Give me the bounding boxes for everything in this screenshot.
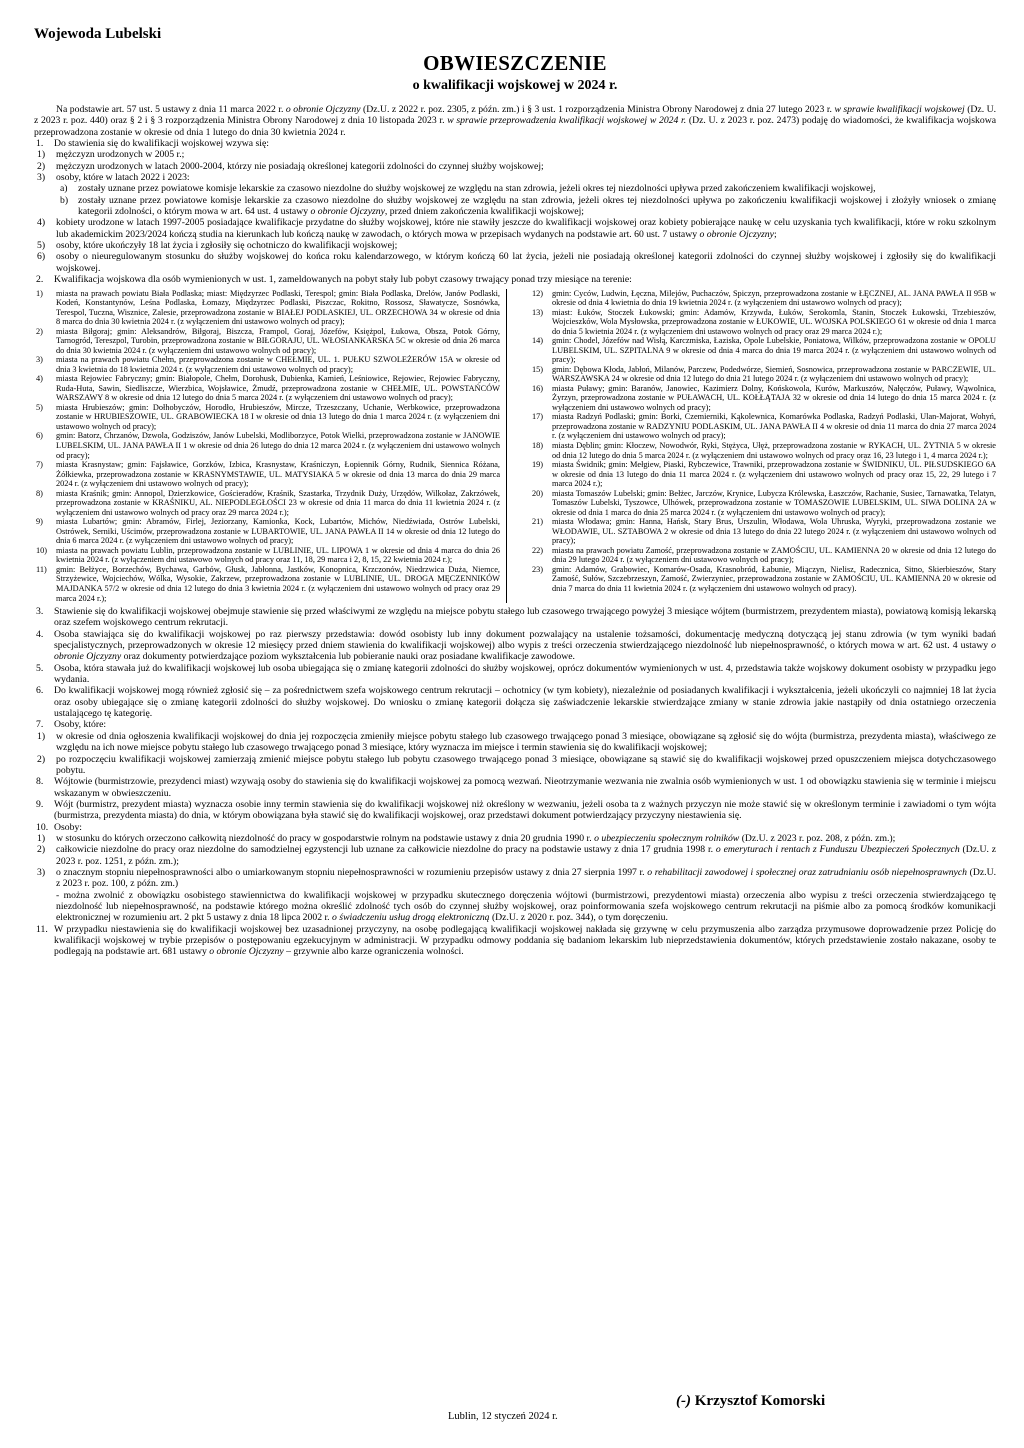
document-title: OBWIESZCZENIE [423,51,607,75]
location-item-13: 13) miast: Łuków, Stoczek Łukowski; gmin: Adamów, Krzywda, Łuków, Serokomla, Stanin, Stoczek Łukowski, Trzebieszów, Wojcieszków, Wola Mysłowska, przeprowadzona zostanie w ŁUKOWIE, UL. WOJSKA POLSKIEGO 61 w okresie od dnia 1 marca do dnia 5 kwietnia 2024 r. (z wyłączeniem dni ustawowo wolnych od pracy oraz 29 marca 2024 r.); [532,307,996,336]
location-item-14: 14) gmin: Chodel, Józefów nad Wisłą, Karczmiska, Łaziska, Opole Lubelskie, Poniatowa, Wilków, przeprowadzona zostanie w OPOLU LUBELSKIM, UL. SZPITALNA 9 w okresie od dnia 4 marca do dnia 19 marca 2024 r. (z wyłączeniem dni ustawowo wolnych od pracy); [532,336,996,365]
location-item-3: 3) miasta na prawach powiatu Chełm, przeprowadzona zostanie w CHEŁMIE, UL. 1. PUŁKU SZWOLEŻERÓW 15A w okresie od dnia 3 kwietnia do 18 kwietnia 2024 r. (z wyłączeniem dni ustawowo wolnych od pracy); [36,355,500,374]
section-10-item-1: 1) w stosunku do których orzeczono całkowitą niezdolność do pracy w gospodarstwie rolnym na podstawie ustawy z dnia 20 grudnia 1990 r. o ubezpieczeniu społecznym rolników (Dz.U. z 2023 r. poz. 208, z późn. zm.); [37,832,896,844]
locations-right-column [530,289,996,604]
section-3: 3. Stawienie się do kwalifikacji wojskowej obejmuje stawienie się przed właściwymi ze względu na miejsce pobytu stałego lub czasowego trwającego powyżej 3 miesiące wójtem (burmistrzem, prezydentem miasta), powiatową komisją lekarską oraz szefem wojskowego centrum rekrutacji. [36,606,996,629]
section-1-item-3: 3) osoby, które w latach 2022 i 2023: [37,172,190,184]
section-10: 10. Osoby: [36,821,82,833]
location-item-4: 4) miasta Rejowiec Fabryczny; gmin: Białopole, Chełm, Dorohusk, Dubienka, Kamień, Leśniowice, Rejowiec, Rejowiec Fabryczny, Ruda-Huta, Sawin, Siedliszcze, Wierzbica, Wojsławice, Żmudź, przeprowadzona zostanie w CHEŁMIE, UL. POWSTAŃCÓW WARSZAWY 8 w okresie od dnia 12 lutego do dnia 5 marca 2024 r. (z wyłączeniem dni ustawowo wolnych od pracy); [36,374,500,403]
section-11: 11. W przypadku niestawienia się do kwalifikacji wojskowej bez uzasadnionej przyczyny, na osobę podlegającą kwalifikacji wojskowej nakłada się grzywnę w celu przymuszenia albo zarządza przymusowe doprowadzenie przez Policję do kwalifikacji wojskowej w trybie przepisów o postępowaniu egzekucyjnym w administracji. W przypadku odmowy poddania się badaniom lekarskim lub nieprzedstawienia dokumentów, których przedstawienie zostało nakazane, osoby te podlegają na podstawie art. 681 ustawy o obronie Ojczyzny – grzywnie albo karze ograniczenia wolności. [36,923,996,958]
section-10-item-3: 3) o znacznym stopniu niepełnosprawności albo o umiarkowanym stopniu niepełnosprawności w rozumieniu przepisów ustawy z dnia 27 sierpnia 1997 r. o rehabilitacji zawodowej i społecznej oraz zatrudnianiu osób niepełnosprawnych (Dz.U. z 2023 r. poz. 100, z późn. zm.) [37,866,997,890]
section-7: 7. Osoby, które: [36,719,107,731]
location-item-9: 9) miasta Lubartów; gmin: Abramów, Firlej, Jeziorzany, Kamionka, Kock, Lubartów, Michów, Niedźwiada, Ostrów Lubelski, Ostrówek, Serniki, Uścimów, przeprowadzona zostanie w LUBARTOWIE, UL. JANA PAWŁA II 14 w okresie od dnia 12 lutego do dnia 6 marca 2024 r. (z wyłączeniem dni ustawowo wolnych od pracy); [36,517,500,546]
section-1-item-3b: b) zostały uznane przez powiatowe komisje lekarskie za czasowo niezdolne do służby wojskowej ze względu na stan zdrowia, jeżeli okres tej niezdolności upływa po zakończeniu kwalifikacji wojskowej i złożyły wniosek o zmianę kategorii zdolności, o którym mowa w art. 64 ust. 4 ustawy o obronie Ojczyzny, przed dniem zakończenia kwalifikacji wojskowej; [60,194,996,218]
document-page [34,26,996,958]
section-1-item-2: 2) mężczyzn urodzonych w latach 2000-2004, którzy nie posiadają określonej kategorii zdolności do czynnej służby wojskowej; [37,160,544,172]
section-7-item-2: 2) po rozpoczęciu kwalifikacji wojskowej zamierzają zmienić miejsce pobytu stałego lub pobytu czasowego trwającego ponad 3 miesiące, obowiązane są stawić się do kwalifikacji wojskowej przed opuszczeniem miejsca dotychczasowego pobytu. [37,753,996,776]
section-1: 1. Do stawienia się do kwalifikacji wojskowej wzywa się: [36,138,269,150]
section-7-item-1: 1) w okresie od dnia ogłoszenia kwalifikacji wojskowej do dnia jej rozpoczęcia zmieniły miejsce pobytu stałego lub czasowego trwającego ponad 3 miesiące, obowiązane są zgłosić się do wójta (burmistrza, prezydenta miasta), właściwego ze względu na ich nowe miejsce pobytu stałego lub czasowego trwającego ponad 3 miesiące, który wyznacza im miejsce i termin stawienia się do kwalifikacji wojskowej; [37,730,996,754]
location-item-23: 23) gmin: Adamów, Grabowiec, Komarów-Osada, Krasnobród, Łabunie, Miączyn, Nielisz, Radecznica, Sitno, Skierbieszów, Stary Zamość, Sułów, Szczebrzeszyn, Zamość, Zwierzyniec, przeprowadzona zostanie w ZAMOŚCIU, UL. KAMIENNA 20 w okresie od dnia 7 marca do dnia 11 kwietnia 2024 r. (z wyłączeniem dni ustawowo wolnych od pracy). [532,564,996,593]
location-item-8: 8) miasta Kraśnik; gmin: Annopol, Dzierzkowice, Gościeradów, Kraśnik, Szastarka, Trzydnik Duży, Urzędów, Wilkołaz, Zakrzówek, przeprowadzona zostanie w KRAŚNIKU, AL. NIEPODLEGŁOŚCI 23 w okresie od dnia 11 marca do dnia 11 kwietnia 2024 r. (z wyłączeniem dni ustawowo wolnych od pracy oraz 29 marca 2024 r.); [36,488,500,517]
issuer: Wojewoda Lubelski [34,26,162,42]
section-1-item-4: 4) kobiety urodzone w latach 1997-2005 posiadające kwalifikacje przydatne do służby wojskowej, które nie stawiły jeszcze do kwalifikacji wojskowej oraz kobiety pobierające naukę w celu uzyskania tych kwalifikacji, które w roku szkolnym lub akademickim 2023/2024 kończą studia na kierunkach lub kończą naukę w zawodach, o których mowa w przepisach wydanych na podstawie art. 60 ust. 7 ustawy o obronie Ojczyzny; [37,217,996,240]
location-item-7: 7) miasta Krasnystaw; gmin: Fajsławice, Gorzków, Izbica, Krasnystaw, Kraśniczyn, Łopiennik Górny, Rudnik, Siennica Różana, Żółkiewka, przeprowadzona zostanie w KRASNYMSTAWIE, UL. MATYSIAKA 5 w okresie od dnia 13 marca do dnia 29 marca 2024 r. (z wyłączeniem dni ustawowo wolnych od pracy); [36,460,500,489]
location-item-18: 18) miasta Dęblin; gmin: Kłoczew, Nowodwór, Ryki, Stężyca, Ułęż, przeprowadzona zostanie w RYKACH, UL. ŻYTNIA 5 w okresie od dnia 12 lutego do dnia 5 marca 2024 r. (z wyłączeniem dni ustawowo wolnych od pracy oraz 16, 23 lutego i 1, 4 marca 2024 r.); [532,441,996,460]
section-4: 4. Osoba stawiająca się do kwalifikacji wojskowej po raz pierwszy przedstawia: dowód osobisty lub inny dokument pozwalający na ustalenie tożsamości, dokumentację medyczną dotyczącą jej stanu zdrowia (w tym wyniki badań specjalistycznych, przeprowadzonych w okresie 12 miesięcy przed dniem stawienia do kwalifikacji wojskowej) albo wypis z treści orzeczenia stwierdzającego niezdolność lub niepełnosprawność, o których mowa w art. 62 ust. 4 ustawy o obronie Ojczyzny oraz dokumenty potwierdzające poziom wykształcenia lub pobieranie nauki oraz posiadane kwalifikacje zawodowe. [36,628,997,663]
location-item-10: 10) miasta na prawach powiatu Lublin, przeprowadzona zostanie w LUBLINIE, UL. LIPOWA 1 w okresie od dnia 4 marca do dnia 26 kwietnia 2024 r. (z wyłączeniem dni ustawowo wolnych od pracy oraz 11, 18, 29 marca i 2, 8, 15, 22 kwietnia 2024 r.); [36,545,500,565]
location-item-16: 16) miasta Puławy; gmin: Baranów, Janowiec, Kazimierz Dolny, Końskowola, Kurów, Markuszów, Nałęczów, Puławy, Wąwolnica, Żyrzyn, przeprowadzona zostanie w PUŁAWACH, UL. KOŁŁĄTAJA 32 w okresie od dnia 14 lutego do dnia 15 marca 2024 r. (z wyłączeniem dni ustawowo wolnych od pracy); [532,383,996,412]
section-10-item-2: 2) całkowicie niezdolne do pracy oraz niezdolne do samodzielnej egzystencji lub uznane za całkowicie niezdolne do pracy na podstawie ustawy z dnia 17 grudnia 1998 r. o emeryturach i rentach z Funduszu Ubezpieczeń Społecznych (Dz.U. z 2023 r. poz. 1251, z późn. zm.); [37,844,996,867]
section-10-note: - można zwolnić z obowiązku osobistego stawiennictwa do kwalifikacji wojskowej w przypadku skutecznego doręczenia wójtowi (burmistrzowi, prezydentowi miasta) orzeczenia albo wypisu z treści orzeczenia stwierdzającego tę niezdolność lub niepełnosprawność, na podstawie którego można określić zdolność tych osób do czynnej służby wojskowej, oraz poinformowania szefa wojskowego centrum rekrutacji na piśmie albo za pomocą środków komunikacji elektronicznej w rozumieniu art. 2 pkt 5 ustawy z dnia 18 lipca 2002 r. o świadczeniu usług drogą elektroniczną (Dz.U. z 2020 r. poz. 344), o tym doręczeniu. [56,889,996,924]
location-item-12: 12) gmin: Cyców, Ludwin, Łęczna, Milejów, Puchaczów, Spiczyn, przeprowadzona zostanie w ŁĘCZNEJ, AL. JANA PAWŁA II 95B w okresie od dnia 4 kwietnia do dnia 19 kwietnia 2024 r. (z wyłączeniem dni ustawowo wolnych od pracy); [532,288,996,308]
location-item-21: 21) miasta Włodawa; gmin: Hanna, Hańsk, Stary Brus, Urszulin, Włodawa, Wola Uhruska, Wyryki, przeprowadzona zostanie we WŁODAWIE, UL. SZTABOWA 2 w okresie od dnia 13 lutego do dnia 22 lutego 2024 r. (z wyłączeniem dni ustawowo wolnych od pracy); [532,517,996,546]
section-1-item-5: 5) osoby, które ukończyły 18 lat życia i zgłosiły się ochotniczo do kwalifikacji wojskowej; [37,240,398,252]
place-and-date: Lublin, 12 styczeń 2024 r. [448,1411,558,1422]
location-item-19: 19) miasta Świdnik; gmin: Mełgiew, Piaski, Rybczewice, Trawniki, przeprowadzona zostanie w ŚWIDNIKU, UL. PIŁSUDSKIEGO 6A w okresie od dnia 13 lutego do dnia 11 marca 2024 r. (z wyłączeniem dni ustawowo wolnych od pracy oraz 15, 22, 29 lutego i 7 marca 2024 r.); [532,460,996,489]
location-item-22: 22) miasta na prawach powiatu Zamość, przeprowadzona zostanie w ZAMOŚCIU, UL. KAMIENNA 20 w okresie od dnia 12 lutego do dnia 29 lutego 2024 r. (z wyłączeniem dni ustawowo wolnych od pracy); [532,545,996,565]
locations-columns [34,289,996,604]
location-item-5: 5) miasta Hrubieszów; gmin: Dołhobyczów, Horodło, Hrubieszów, Mircze, Trzeszczany, Uchanie, Werbkowice, przeprowadzona zostanie w HRUBIESZOWIE, UL. GRABOWIECKA 18 I w okresie od dnia 13 lutego do dnia 1 marca 2024 r. (z wyłączeniem dni ustawowo wolnych od pracy); [36,402,500,431]
section-1-item-3a: a) zostały uznane przez powiatowe komisje lekarskie za czasowo niezdolne do służby wojskowej ze względu na stan zdrowia, jeżeli okres tej niezdolności upływa przed zakończeniem kwalifikacji wojskowej, [60,183,876,195]
signature: (-) Krzysztof Komorski [676,1393,826,1409]
section-8: 8. Wójtowie (burmistrzowie, prezydenci miast) wzywają osoby do stawienia się do kwalifikacji wojskowej za pomocą wezwań. Nieotrzymanie wezwania nie zwalnia osób wymienionych w ust. 1 od obowiązku stawienia się w terminie i miejscu wskazanym w obwieszczeniu. [36,776,996,799]
section-1-item-1: 1) mężczyzn urodzonych w 2005 r.; [37,149,185,161]
section-5: 5. Osoba, która stawała już do kwalifikacji wojskowej lub osoba ubiegająca się o zmianę kategorii zdolności do służby wojskowej, oprócz dokumentów wymienionych w ust. 4, przedstawia także wojskowy dokument osobisty w przypadku jego wydania. [36,662,996,686]
location-item-11: 11) gmin: Bełżyce, Borzechów, Bychawa, Garbów, Głusk, Jabłonna, Jastków, Konopnica, Krzczonów, Niedrzwica Duża, Niemce, Strzyżewice, Wojciechów, Wólka, Wysokie, Zakrzew, przeprowadzona zostanie w LUBLINIE, UL. DROGA MĘCZENNIKÓW MAJDANKA 57/2 w okresie od dnia 12 lutego do dnia 3 kwietnia 2024 r. (z wyłączeniem dni ustawowo wolnych od pracy oraz 29 marca 2024 r.); [36,564,500,603]
document-subtitle: o kwalifikacji wojskowej w 2024 r. [412,78,618,93]
section-9: 9. Wójt (burmistrz, prezydent miasta) wyznacza osobie inny termin stawienia się do kwalifikacji wojskowej niż określony w wezwaniu, jeżeli osoba ta z ważnych przyczyn nie może stawić się w określonym terminie i zawiadomi o tym wójta (burmistrza, prezydenta miasta) do dnia, w którym obowiązana była stawić się do kwalifikacji wojskowej, oraz przedstawi dokument potwierdzający przyczyny niestawienia się. [36,798,996,822]
section-2: 2. Kwalifikacja wojskowa dla osób wymienionych w ust. 1, zameldowanych na pobyt stały lub pobyt czasowy trwający ponad trzy miesiące na terenie: [36,274,632,286]
location-item-20: 20) miasta Tomaszów Lubelski; gmin: Bełżec, Jarczów, Krynice, Lubycza Królewska, Łaszczów, Rachanie, Susiec, Tarnawatka, Telatyn, Tomaszów Lubelski, Tyszowce, Ulhówek, przeprowadzona zostanie w TOMASZOWIE LUBELSKIM, UL. SIWA DOLINA 2A w okresie od dnia 1 marca do dnia 25 marca 2024 r. (z wyłączeniem dni ustawowo wolnych od pracy); [532,488,996,517]
location-item-1: 1) miasta na prawach powiatu Biała Podlaska; miast: Międzyrzec Podlaski, Terespol; gmin: Biała Podlaska, Drelów, Janów Podlaski, Kodeń, Konstantynów, Leśna Podlaska, Łomazy, Międzyrzec Podlaski, Piszczac, Rokitno, Rossosz, Sławatycze, Sosnówka, Terespol, Tuczna, Wisznice, Zalesie, przeprowadzona zostanie w BIAŁEJ PODLASKIEJ, UL. ORZECHOWA 34 w okresie od dnia 8 marca do dnia 30 kwietnia 2024 r. (z wyłączeniem dni ustawowo wolnych od pracy); [36,288,500,327]
intro-paragraph: Na podstawie art. 57 ust. 5 ustawy z dnia 11 marca 2022 r. o obronie Ojczyzny (Dz.U. z 2022 r. poz. 2305, z późn. zm.) i § 3 ust. 1 rozporządzenia Ministra Obrony Narodowej z dnia 27 lutego 2023 r. w sprawie kwalifikacji wojskowej (Dz. U. z 2023 r. poz. 440) oraz § 2 i § 3 rozporządzenia Ministra Obrony Narodowej z dnia 10 listopada 2023 r. w sprawie przeprowadzenia kwalifikacji wojskowej w 2024 r. (Dz. U. z 2023 r. poz. 2473) podaję do wiadomości, że kwalifikacja wojskowa przeprowadzona zostanie w okresie od dnia 1 lutego do dnia 30 kwietnia 2024 r. [34,104,997,138]
location-item-15: 15) gmin: Dębowa Kłoda, Jabłoń, Milanów, Parczew, Podedwórze, Siemień, Sosnowica, przeprowadzona zostanie w PARCZEWIE, UL. WARSZAWSKA 24 w okresie od dnia 12 lutego do dnia 21 lutego 2024 r. (z wyłączeniem dni ustawowo wolnych od pracy); [532,364,996,384]
location-item-6: 6) gmin: Batorz, Chrzanów, Dzwola, Godziszów, Janów Lubelski, Modliborzyce, Potok Wielki, przeprowadzona zostanie w JANOWIE LUBELSKIM, UL. JANA PAWŁA II 1 w okresie od dnia 26 lutego do dnia 12 marca 2024 r. (z wyłączeniem dni ustawowo wolnych od pracy); [36,431,500,460]
section-1-item-6: 6) osoby o nieuregulowanym stosunku do służby wojskowej do końca roku kalendarzowego, w którym kończą 60 lat życia, jeżeli nie posiadają określonej kategorii zdolności do czynnej służby wojskowej i zgłosiły się do kwalifikacji wojskowej. [37,251,996,274]
locations-left-column [34,289,507,604]
location-item-2: 2) miasta Biłgoraj; gmin: Aleksandrów, Biłgoraj, Biszcza, Frampol, Goraj, Józefów, Księżpol, Łukowa, Obsza, Potok Górny, Tarnogród, Tereszpol, Turobin, przeprowadzona zostanie w BIŁGORAJU, UL. WŁOSIANKARSKA 5C w okresie od dnia 26 marca do dnia 30 kwietnia 2024 r. (z wyłączeniem dni ustawowo wolnych od pracy); [36,326,500,355]
location-item-17: 17) miasta Radzyń Podlaski; gmin: Borki, Czemierniki, Kąkolewnica, Komarówka Podlaska, Radzyń Podlaski, Ulan-Majorat, Wohyń, przeprowadzona zostanie w RADZYNIU PODLASKIM, UL. JANA PAWŁA II 4 w okresie od dnia 11 marca do dnia 27 marca 2024 r. (z wyłączeniem dni ustawowo wolnych od pracy); [532,412,996,441]
section-6: 6. Do kwalifikacji wojskowej mogą również zgłosić się – za pośrednictwem szefa wojskowego centrum rekrutacji – ochotnicy (w tym kobiety), niezależnie od posiadanych kwalifikacji i wykształcenia, jeżeli ukończyli co najmniej 18 lat życia oraz osoby ubiegające się o zmianę kategorii zdolności do służby wojskowej. Do wniosku o zmianę kategorii dołącza się zaświadczenie lekarskie stwierdzające zmiany w stanie zdrowia jakie nastąpiły od dnia ostatniego orzeczenia ustalającego tę kategorię. [36,685,996,720]
